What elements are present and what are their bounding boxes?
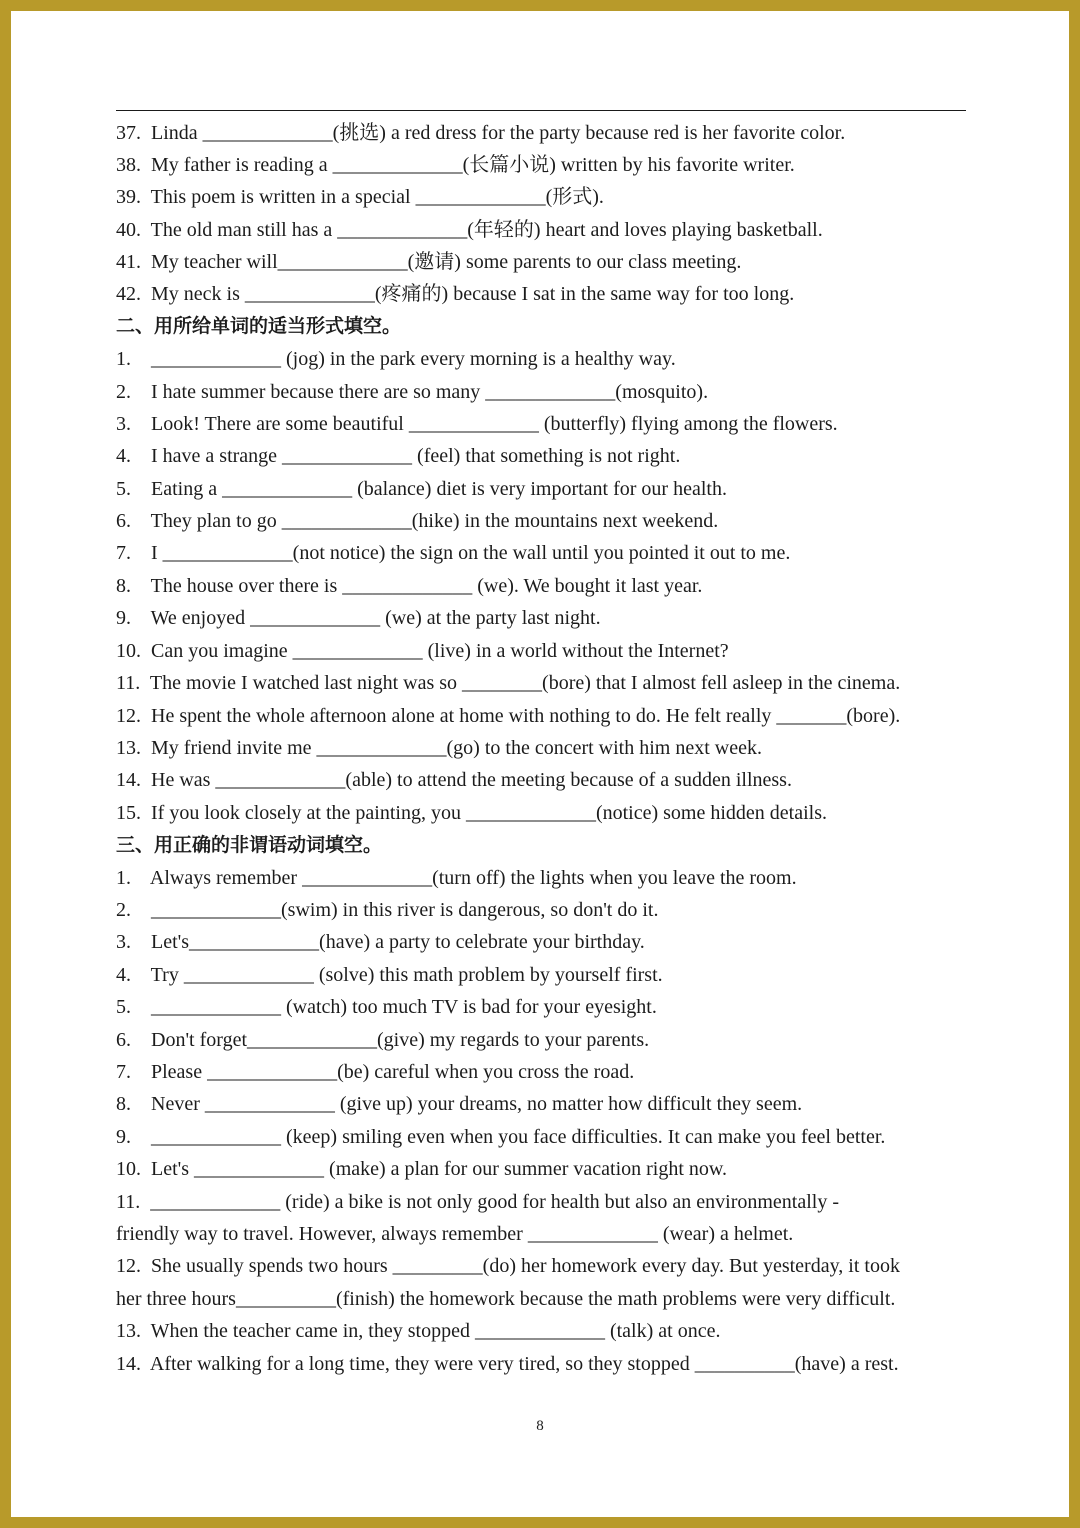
question-line: 5. Eating a _____________ (balance) diet is very important for our health. [116,478,727,500]
question-line: 9. _____________ (keep) smiling even when you face difficulties. It can make you feel better. [116,1126,886,1148]
question-line-continued: friendly way to travel. However, always remember _____________ (wear) a helmet. [116,1223,794,1245]
question-line: 10. Let's _____________ (make) a plan for our summer vacation right now. [116,1158,728,1180]
question-line: 8. The house over there is _____________ (we). We bought it last year. [116,575,703,597]
section-heading-3: 三、用正确的非谓语动词填空。 [116,834,383,856]
question-line: 5. _____________ (watch) too much TV is bad for your eyesight. [116,996,657,1018]
question-line: 11. _____________ (ride) a bike is not only good for health but also an environmentally - [116,1191,840,1213]
question-line: 37. Linda _____________(挑选) a red dress for the party because red is her favorite color. [116,122,846,144]
question-line: 13. When the teacher came in, they stopped _____________ (talk) at once. [116,1320,721,1342]
question-line: 2. _____________(swim) in this river is dangerous, so don't do it. [116,899,659,921]
question-line: 4. I have a strange _____________ (feel) that something is not right. [116,445,681,467]
question-line: 2. I hate summer because there are so many _____________(mosquito). [116,381,709,403]
question-line: 3. Look! There are some beautiful _____________ (butterfly) flying among the flowers. [116,413,838,435]
question-line: 6. They plan to go _____________(hike) in the mountains next weekend. [116,510,719,532]
question-line: 14. He was _____________(able) to attend the meeting because of a sudden illness. [116,769,792,791]
question-line: 8. Never _____________ (give up) your dreams, no matter how difficult they seem. [116,1093,803,1115]
question-line: 41. My teacher will_____________(邀请) some parents to our class meeting. [116,251,742,273]
question-line: 9. We enjoyed _____________ (we) at the party last night. [116,607,601,629]
question-line: 4. Try _____________ (solve) this math problem by yourself first. [116,964,663,986]
header-rule [116,110,966,111]
question-line: 10. Can you imagine _____________ (live) in a world without the Internet? [116,640,729,662]
question-line: 1. _____________ (jog) in the park every morning is a healthy way. [116,348,676,370]
question-line: 15. If you look closely at the painting, you _____________(notice) some hidden details. [116,802,827,824]
question-line: 13. My friend invite me _____________(go) to the concert with him next week. [116,737,762,759]
page-number: 8 [536,1418,544,1434]
section-heading-2: 二、用所给单词的适当形式填空。 [116,315,402,337]
question-line: 6. Don't forget_____________(give) my regards to your parents. [116,1029,650,1051]
question-line: 11. The movie I watched last night was so ________(bore) that I almost fell asleep in the cinema. [116,672,901,694]
question-line: 7. I _____________(not notice) the sign on the wall until you pointed it out to me. [116,542,791,564]
question-line: 42. My neck is _____________(疼痛的) because I sat in the same way for too long. [116,283,795,305]
question-line: 12. He spent the whole afternoon alone at home with nothing to do. He felt really _______(bore). [116,705,901,727]
question-line: 3. Let's_____________(have) a party to celebrate your birthday. [116,931,645,953]
question-line: 7. Please _____________(be) careful when you cross the road. [116,1061,635,1083]
question-line: 1. Always remember _____________(turn off) the lights when you leave the room. [116,867,797,889]
question-line: 39. This poem is written in a special _____________(形式). [116,186,604,208]
question-line: 14. After walking for a long time, they were very tired, so they stopped __________(have) a rest. [116,1353,899,1375]
question-line-continued: her three hours__________(finish) the homework because the math problems were very difficult. [116,1288,896,1310]
question-line: 12. She usually spends two hours _________(do) her homework every day. But yesterday, it took [116,1255,900,1277]
question-line: 38. My father is reading a _____________(长篇小说) written by his favorite writer. [116,154,795,176]
question-line: 40. The old man still has a _____________(年轻的) heart and loves playing basketball. [116,219,823,241]
